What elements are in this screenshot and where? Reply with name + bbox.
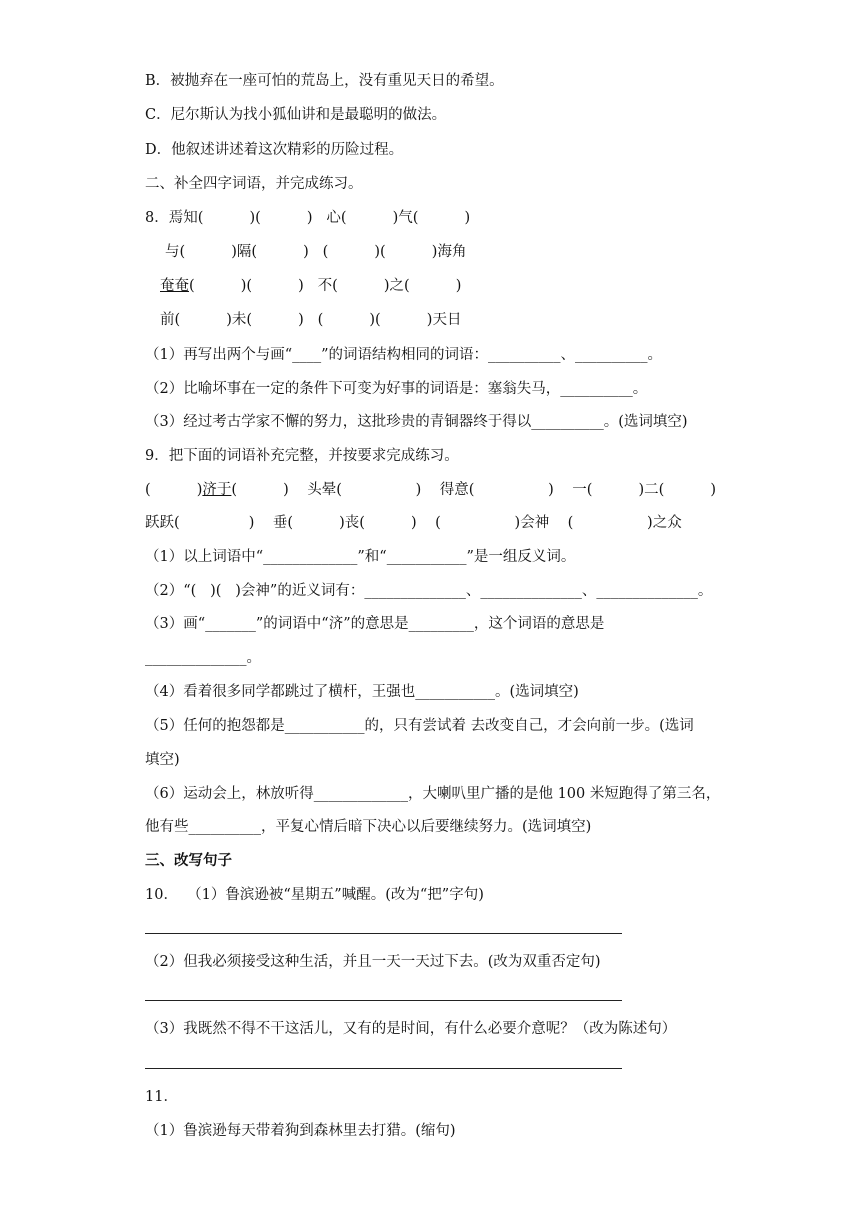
q9-sub-6-continued: 他有些__________，平复心情后暗下决心以后要继续努力。(选词填空) [145,819,592,835]
q9-sub-3-continued: ______________。 [145,650,261,666]
section-2-title: 二、补全四字词语，并完成练习。 [145,176,363,192]
answer-line-1 [145,933,622,934]
q11-number: 11． [145,1089,178,1105]
q8-sub-2: （2）比喻坏事在一定的条件下可变为好事的词语是：塞翁失马，__________。 [145,381,648,397]
q8-underlined-word: 奄奄 [160,278,189,294]
option-d: D．他叙述讲述着这次精彩的历险过程。 [145,142,404,158]
q10-sentence-3: （3）我既然不得不干这活儿，又有的是时间，有什么必要介意呢？（改为陈述句） [145,1021,677,1037]
q8-sub-1: （1）再写出两个与画“____”的词语结构相同的词语：__________、__________。 [145,347,663,363]
answer-line-2 [145,1000,622,1001]
q8-row-3: 奄奄( )( ) 不( )之( ) [160,278,462,294]
q9-row-2: 跃跃( ) 垂( )丧( ) ( )会神 ( )之众 [145,515,682,531]
q10-sentence-1: 10． （1）鲁滨逊被“星期五”喊醒。(改为“把”字句) [145,887,484,903]
q11-sentence-1: （1）鲁滨逊每天带着狗到森林里去打猎。(缩句) [145,1123,456,1139]
q8-sub-3: （3）经过考古学家不懈的努力，这批珍贵的青铜器终于得以__________。(选词填空) [145,414,688,430]
q9-sub-5-continued: 填空) [145,752,180,768]
q9-row-1: ( )济于( ) 头晕( ) 得意( ) 一( )二( ) [145,482,717,498]
q9-sub-3: （3）画“_______”的词语中“济”的意思是_________，这个词语的意思是 [145,616,605,632]
q10-sentence-2: （2）但我必须接受这种生活，并且一天一天过下去。(改为双重否定句) [145,954,601,970]
option-b: B．被抛弃在一座可怕的荒岛上，没有重见天日的希望。 [145,73,504,89]
q9-title: 9．把下面的词语补充完整，并按要求完成练习。 [145,448,459,464]
q9-sub-1: （1）以上词语中“_____________”和“___________”是一组反义词。 [145,549,576,565]
answer-line-3 [145,1068,622,1069]
q8-row-4: 前( )未( ) ( )( )天日 [160,312,462,328]
section-3-title: 三、改写句子 [145,852,232,869]
q9-sub-4: （4）看着很多同学都跳过了横杆，王强也___________。(选词填空) [145,684,579,700]
q9-sub-2: （2）“( )( )会神”的近义词有：______________、______________、______________。 [145,583,713,599]
q9-sub-5: （5）任何的抱怨都是___________的，只有尝试着 去改变自己，才会向前一步。(选词 [145,718,694,734]
q8-row-1: 8．焉知( )( ) 心( )气( ) [145,210,471,226]
q9-sub-6: （6）运动会上，林放听得_____________，大喇叭里广播的是他 100 米短跑得了第三名， [145,786,721,802]
q8-row-2: 与( )隔( ) ( )( )海角 [165,244,467,260]
q9-underlined-word: 济于 [202,482,232,498]
option-c: C．尼尔斯认为找小狐仙讲和是最聪明的做法。 [145,107,447,123]
